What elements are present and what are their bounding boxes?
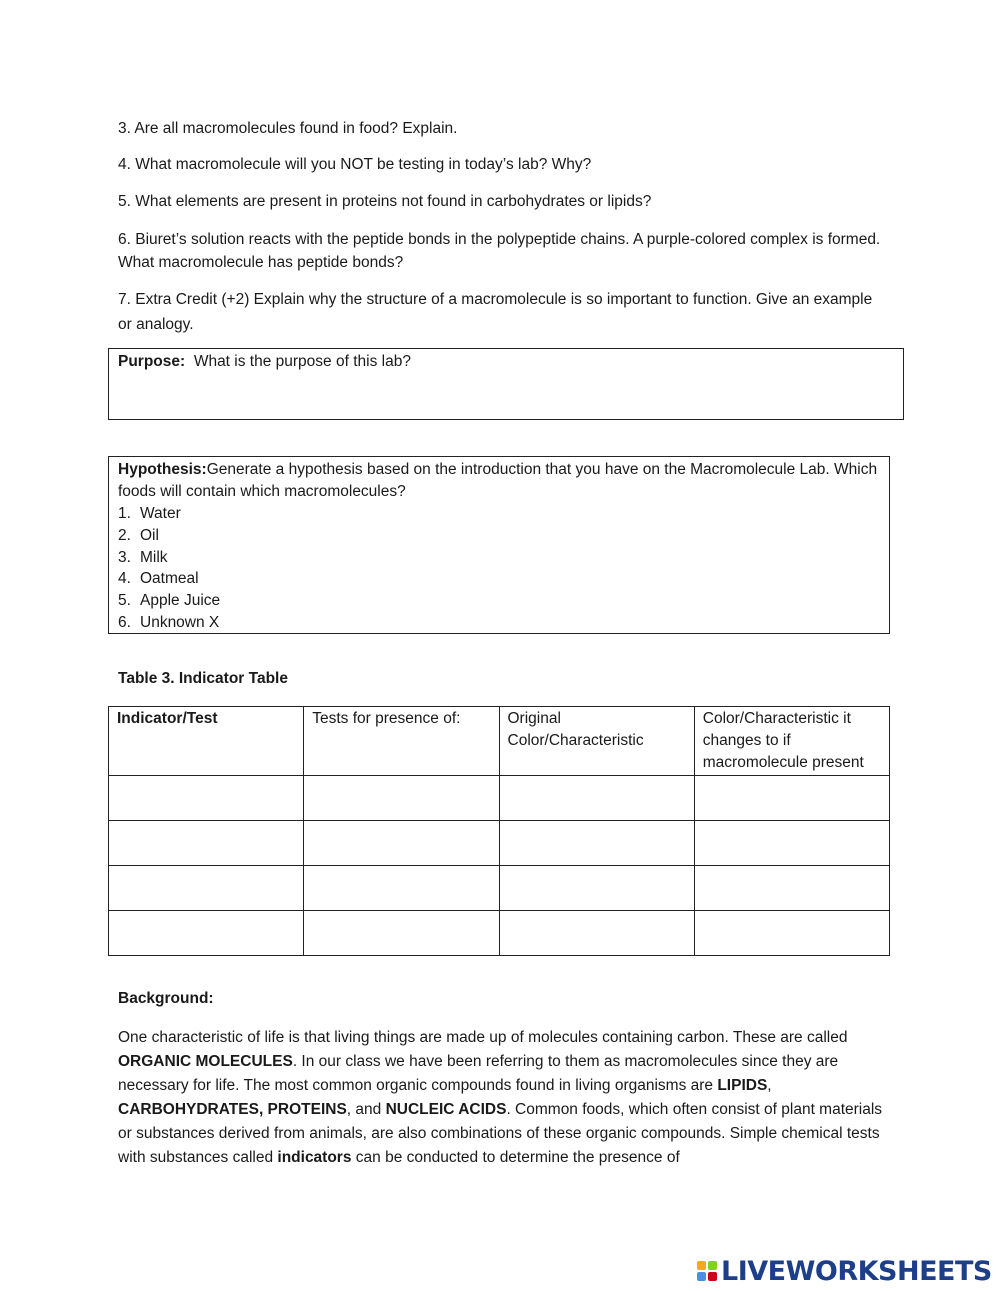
purpose-box[interactable]	[108, 348, 904, 420]
table-row	[109, 911, 890, 956]
header-tests-for: Tests for presence of:	[304, 707, 499, 776]
table-cell[interactable]	[694, 866, 889, 911]
list-item: 3. Milk	[118, 548, 168, 566]
table-row	[109, 776, 890, 821]
logo-square-l	[697, 1261, 706, 1270]
table-cell[interactable]	[499, 776, 694, 821]
liveworksheets-logo[interactable]	[697, 1255, 992, 1287]
table-cell[interactable]	[304, 911, 499, 956]
table-cell[interactable]	[109, 821, 304, 866]
table-cell[interactable]	[694, 821, 889, 866]
indicator-table	[108, 706, 890, 956]
purpose-text: What is the purpose of this lab?	[193, 353, 411, 370]
logo-text: LIVEWORKSHEETS	[721, 1255, 992, 1287]
hypothesis-food-list	[118, 503, 880, 634]
list-item: 1. Water	[118, 505, 181, 522]
question-5: 5. What elements are present in proteins not found in carbohydrates or lipids?	[118, 193, 652, 210]
header-indicator-test: Indicator/Test	[109, 707, 304, 776]
table-cell[interactable]	[109, 776, 304, 821]
list-item: 6. Unknown X	[118, 613, 220, 631]
logo-square-v	[697, 1272, 706, 1281]
hypothesis-label: Hypothesis:	[118, 461, 207, 478]
table-cell[interactable]	[694, 776, 889, 821]
table-row	[109, 866, 890, 911]
logo-mark-icon	[697, 1261, 717, 1281]
question-7: 7. Extra Credit (+2) Explain why the structure of a macromolecule is so important to function. Give an example or analogy.	[118, 291, 873, 333]
header-original-color: Original Color/Characteristic	[499, 707, 694, 776]
table-caption: Table 3. Indicator Table	[118, 670, 288, 687]
table-cell[interactable]	[499, 821, 694, 866]
table-header-row	[109, 707, 890, 776]
background-paragraph: One characteristic of life is that living things are made up of molecules containing carbon. These are called ORGANIC MOLECULES. In our class we have been referring to them as macromolecules since they are necessary for life. The most common organic compounds found in living organisms are LIPIDS, CARBOHYDRATES, PROTEINS, and NUCLEIC ACIDS. Common foods, which often consist of plant materials or substances derived from animals, are also combinations of these organic compounds. Simple chemical tests with substances called indicators can be conducted to determine the presence of	[118, 1029, 883, 1166]
table-cell[interactable]	[109, 866, 304, 911]
table-cell[interactable]	[109, 911, 304, 956]
question-6: 6. Biuret’s solution reacts with the peptide bonds in the polypeptide chains. A purple-colored complex is formed. What macromolecule has peptide bonds?	[118, 231, 881, 271]
table-cell[interactable]	[304, 866, 499, 911]
header-changed-color: Color/Characteristic it changes to if macromolecule present	[694, 707, 889, 776]
list-item: 5. Apple Juice	[118, 592, 221, 610]
question-4: 4. What macromolecule will you NOT be testing in today’s lab? Why?	[118, 156, 592, 173]
list-item: 4. Oatmeal	[118, 570, 199, 588]
background-heading: Background:	[118, 990, 214, 1007]
logo-square-i	[708, 1261, 717, 1270]
table-row	[109, 821, 890, 866]
list-item: 2. Oil	[118, 526, 159, 544]
table-cell[interactable]	[499, 911, 694, 956]
table-cell[interactable]	[304, 821, 499, 866]
hypothesis-box[interactable]	[108, 456, 890, 634]
question-3: 3. Are all macromolecules found in food? Explain.	[118, 120, 458, 137]
table-cell[interactable]	[304, 776, 499, 821]
logo-square-e	[708, 1272, 717, 1281]
purpose-label: Purpose:	[118, 353, 186, 370]
table-cell[interactable]	[499, 866, 694, 911]
table-cell[interactable]	[694, 911, 889, 956]
hypothesis-text: Generate a hypothesis based on the introduction that you have on the Macromolecule Lab. Which foods will contain which macromolecules?	[118, 461, 878, 500]
